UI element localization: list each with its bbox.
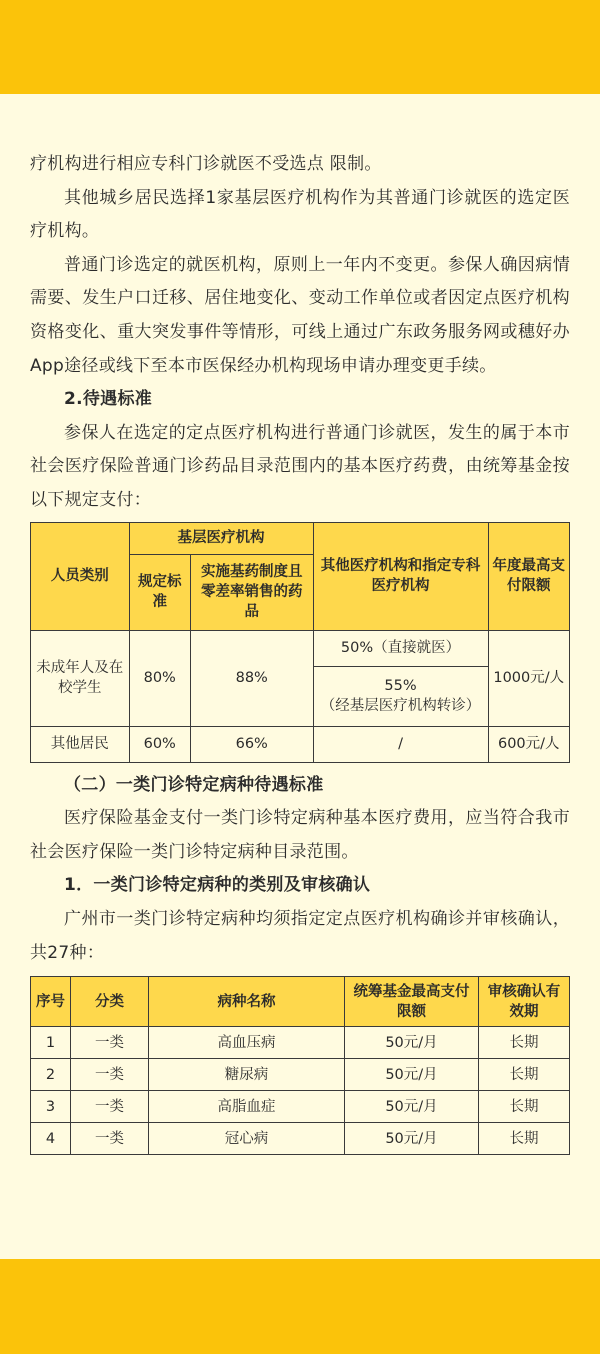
cell-payment: 50元/月 (345, 1123, 479, 1155)
cell-disease: 高血压病 (149, 1027, 345, 1059)
cell-payment: 50元/月 (345, 1027, 479, 1059)
header-person-type: 人员类别 (31, 522, 130, 630)
cell-validity: 长期 (479, 1123, 570, 1155)
cell-payment: 50元/月 (345, 1091, 479, 1123)
cell-referral (313, 666, 488, 726)
paragraph-list-intro: 广州市一类门诊特定病种均须指定定点医疗机构确诊并审核确认，共27种： (30, 908, 570, 963)
cell-person-others: 其他居民 (31, 726, 130, 762)
table-row (31, 1059, 570, 1091)
cell-direct: 50%（直接就医） (313, 630, 488, 666)
paragraph: 疗机构进行相应专科门诊就医不受选点 限制。 (30, 154, 382, 174)
bottom-band (0, 1259, 600, 1354)
table-row (31, 1091, 570, 1123)
header-other-institution: 其他医疗机构和指定专科医疗机构 (313, 522, 488, 630)
cell-other-none: / (313, 726, 488, 762)
subheading-disease-types: 1．一类门诊特定病种的类别及审核确认 (64, 875, 371, 896)
table-row (31, 1027, 570, 1059)
header-primary-institution: 基层医疗机构 (129, 522, 313, 554)
cell-seq: 1 (31, 1027, 71, 1059)
table-row (31, 1123, 570, 1155)
cell-seq: 4 (31, 1123, 71, 1155)
paragraph: 其他城乡居民选择1家基层医疗机构作为其普通门诊就医的选定医疗机构。 (30, 187, 570, 242)
cell-validity: 长期 (479, 1027, 570, 1059)
cell-validity: 长期 (479, 1091, 570, 1123)
header-validity: 审核确认有效期 (479, 977, 570, 1027)
cell-person-minors: 未成年人及在校学生 (31, 630, 130, 726)
cell-category: 一类 (71, 1091, 149, 1123)
header-max-payment: 统筹基金最高支付限额 (345, 977, 479, 1027)
document-content (30, 148, 570, 1155)
cell-disease: 冠心病 (149, 1123, 345, 1155)
header-annual-limit: 年度最高支付限额 (488, 522, 569, 630)
disease-table (30, 976, 570, 1155)
header-category: 分类 (71, 977, 149, 1027)
cell-referral-note: （经基层医疗机构转诊） (320, 698, 481, 715)
header-standard: 规定标准 (129, 554, 190, 630)
cell-category: 一类 (71, 1123, 149, 1155)
cell-seq: 3 (31, 1091, 71, 1123)
cell-payment: 50元/月 (345, 1059, 479, 1091)
cell-category: 一类 (71, 1027, 149, 1059)
cell-seq: 2 (31, 1059, 71, 1091)
header-essential-drugs: 实施基药制度且零差率销售的药品 (190, 554, 313, 630)
header-seq: 序号 (31, 977, 71, 1027)
cell-limit-1000: 1000元/人 (488, 630, 569, 726)
subheading-benefit-standard: 2.待遇标准 (64, 389, 153, 410)
cell-standard-60: 60% (129, 726, 190, 762)
cell-essential-66: 66% (190, 726, 313, 762)
cell-disease: 糖尿病 (149, 1059, 345, 1091)
paragraph: 普通门诊选定的就医机构，原则上一年内不变更。参保人确因病情需要、发生户口迁移、居住地变化、变动工作单位或者因定点医疗机构资格变化、重大突发事件等情形，可线上通过广东政务服务网或穗好办App途径或线下至本市医保经办机构现场申请办理变更手续。 (30, 254, 570, 376)
cell-disease: 高脂血症 (149, 1091, 345, 1123)
paragraph-benefit: 参保人在选定的定点医疗机构进行普通门诊就医，发生的属于本市社会医疗保险普通门诊药品目录范围内的基本医疗药费，由统筹基金按以下规定支付： (30, 422, 570, 510)
paragraph-section: 医疗保险基金支付一类门诊特定病种基本医疗费用，应当符合我市社会医疗保险一类门诊特定病种目录范围。 (30, 808, 570, 862)
cell-limit-600: 600元/人 (488, 726, 569, 762)
cell-validity: 长期 (479, 1059, 570, 1091)
section-title: （二）一类门诊特定病种待遇标准 (64, 774, 324, 795)
benefit-table (30, 522, 570, 763)
header-disease-name: 病种名称 (149, 977, 345, 1027)
cell-category: 一类 (71, 1059, 149, 1091)
cell-standard-80: 80% (129, 630, 190, 726)
cell-essential-88: 88% (190, 630, 313, 726)
top-band (0, 0, 600, 94)
cell-referral-rate: 55% (384, 678, 417, 695)
